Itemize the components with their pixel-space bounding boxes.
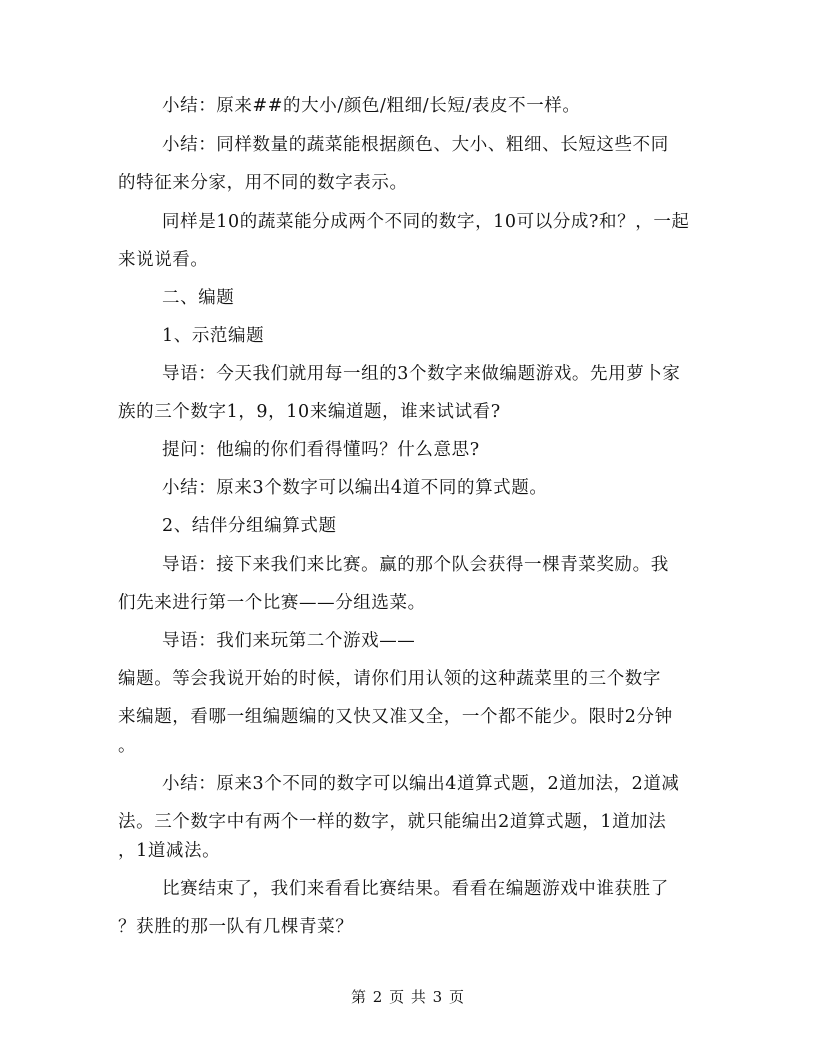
paragraph-line: 导语：接下来我们来比赛。赢的那个队会获得一棵青菜奖励。我 [162, 555, 669, 575]
paragraph-line: 法。三个数字中有两个一样的数字，就只能编出2道算式题，1道加法 [118, 812, 667, 832]
paragraph-line: 比赛结束了，我们来看看比赛结果。看看在编题游戏中谁获胜了 [162, 879, 669, 899]
paragraph-line: 的特征来分家，用不同的数字表示。 [118, 173, 408, 193]
section-heading: 二、编题 [162, 288, 235, 308]
paragraph-line: 提问：他编的你们看得懂吗？什么意思? [162, 440, 480, 460]
paragraph-line: 们先来进行第一个比赛——分组选菜。 [118, 593, 426, 613]
paragraph-line: 导语：我们来玩第二个游戏—— [162, 631, 416, 651]
paragraph-line: 同样是10的蔬菜能分成两个不同的数字，10可以分成?和？，一起 [162, 212, 690, 232]
paragraph-line: ？获胜的那一队有几棵青菜？ [118, 917, 354, 937]
paragraph-line: 小结：原来3个数字可以编出4道不同的算式题。 [162, 478, 548, 498]
paragraph-line: 族的三个数字1，9，10来编道题，谁来试试看? [118, 402, 501, 422]
paragraph-line: 来说说看。 [118, 250, 209, 270]
paragraph-line: 。 [118, 736, 137, 756]
paragraph-line: 来编题，看哪一组编题编的又快又准又全，一个都不能少。限时2分钟 [118, 707, 673, 727]
subsection-heading: 2、结伴分组编算式题 [162, 516, 337, 536]
paragraph-line: 导语：今天我们就用每一组的3个数字来做编题游戏。先用萝卜家 [162, 364, 681, 384]
paragraph-line: ，1道减法。 [118, 841, 221, 861]
paragraph-line: 小结：同样数量的蔬菜能根据颜色、大小、粗细、长短这些不同 [162, 135, 669, 155]
paragraph-line: 小结：原来##的大小/颜色/粗细/长短/表皮不一样。 [162, 96, 581, 116]
subsection-heading: 1、示范编题 [162, 326, 265, 346]
paragraph-line: 小结：原来3个不同的数字可以编出4道算式题，2道加法，2道减 [162, 774, 680, 794]
page-number-footer: 第 2 页 共 3 页 [351, 988, 465, 1006]
paragraph-line: 编题。等会我说开始的时候，请你们用认领的这种蔬菜里的三个数字 [118, 669, 661, 689]
